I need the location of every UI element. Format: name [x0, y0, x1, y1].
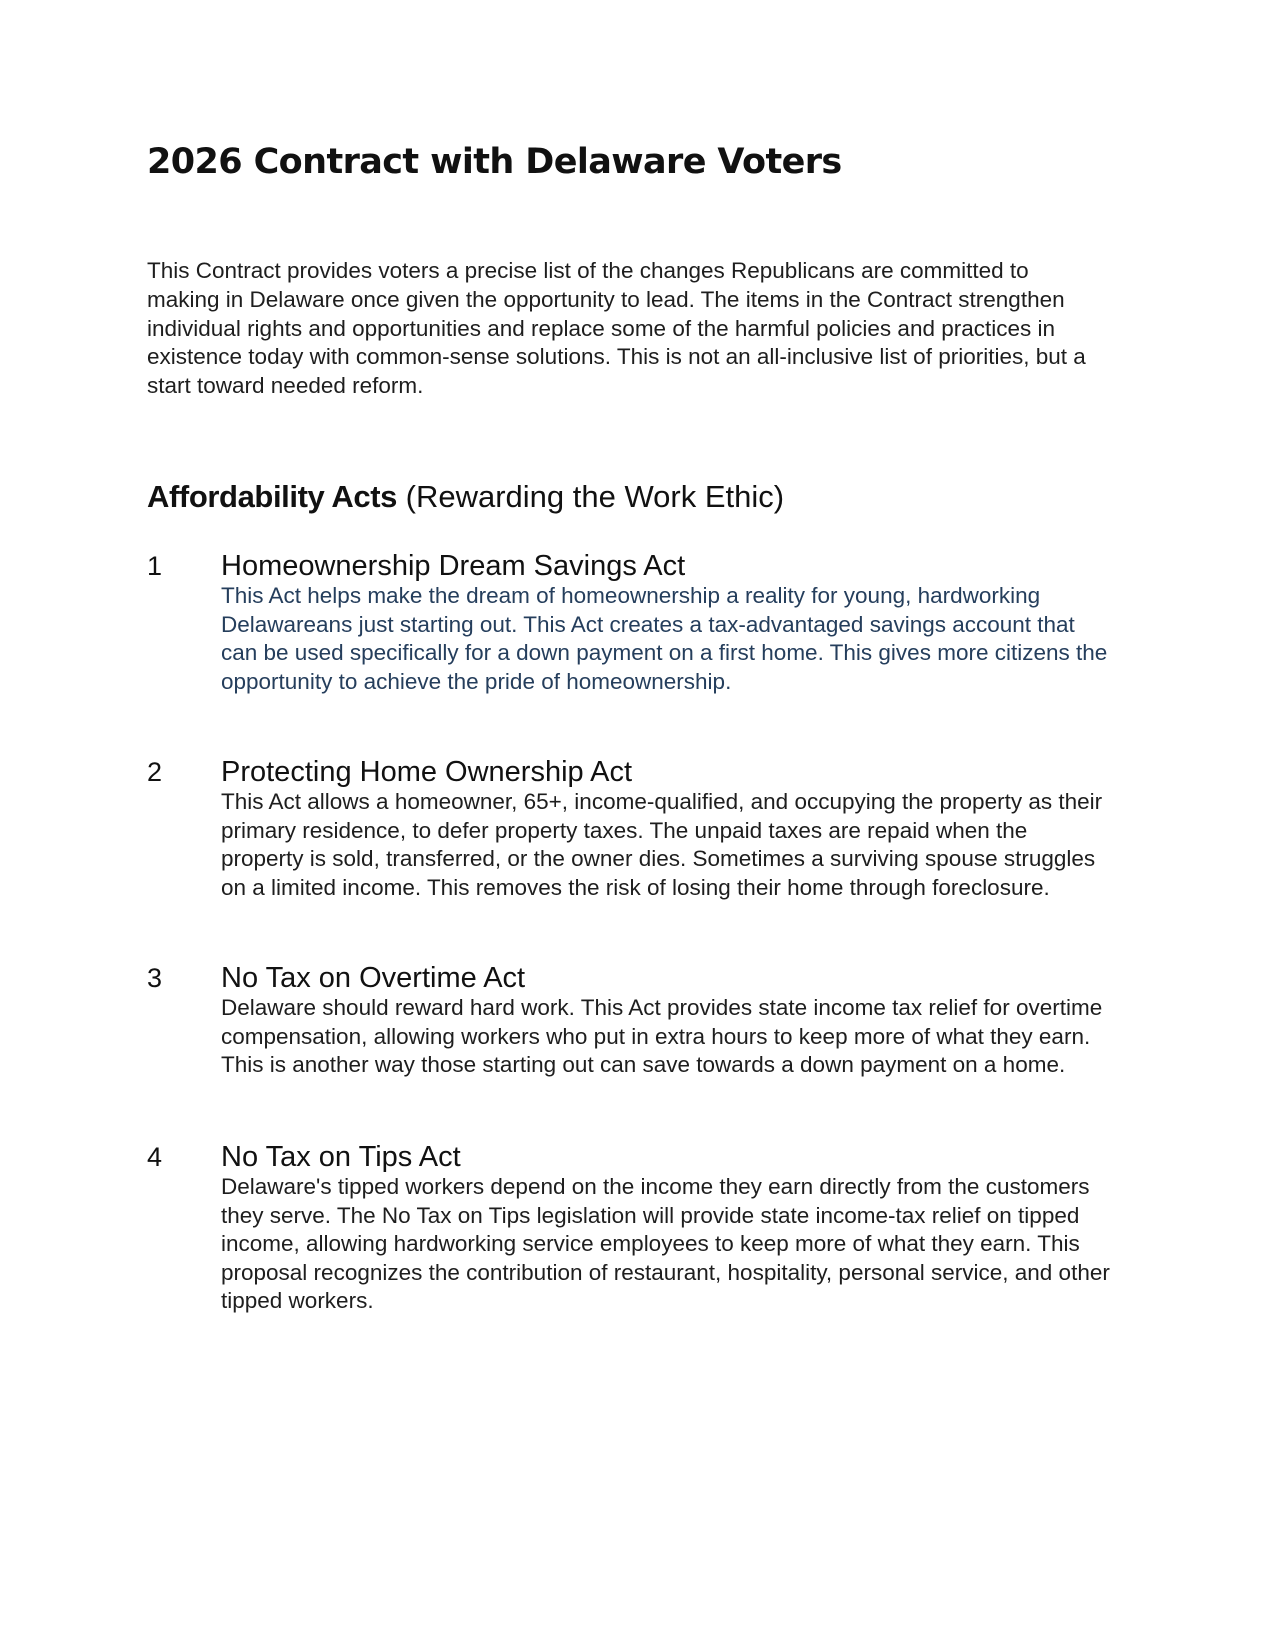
- section-heading-subtitle: (Rewarding the Work Ethic): [397, 479, 785, 514]
- act-title: Protecting Home Ownership Act: [221, 756, 633, 788]
- act-title: Homeownership Dream Savings Act: [221, 550, 686, 582]
- act-description: This Act allows a homeowner, 65+, income-qualified, and occupying the property as their primary residence, to defer property taxes. The unpaid taxes are repaid when the property is sold, transferred, or the owner dies. Sometimes a surviving spouse struggles on a limited income. This removes the risk of losing their home through foreclosure.: [221, 789, 1103, 900]
- act-description: This Act helps make the dream of homeownership a reality for young, hardworking Delawareans just starting out. This Act creates a tax-advantaged savings account that can be used specifically for a down payment on a first home. This gives more citizens the opportunity to achieve the pride of homeownership.: [221, 583, 1108, 694]
- document-title: 2026 Contract with Delaware Voters: [147, 142, 842, 182]
- act-number: 2: [147, 757, 163, 787]
- act-title: No Tax on Overtime Act: [221, 962, 526, 994]
- section-heading: [147, 478, 784, 516]
- section-heading-bold: Affordability Acts: [147, 479, 398, 514]
- act-description: Delaware should reward hard work. This Act provides state income tax relief for overtime compensation, allowing workers who put in extra hours to keep more of what they earn. This is another way those starting out can save towards a down payment on a home.: [221, 995, 1103, 1078]
- act-number: 4: [147, 1142, 163, 1172]
- act-number: 1: [147, 551, 163, 581]
- act-title: No Tax on Tips Act: [221, 1141, 461, 1173]
- act-number: 3: [147, 963, 163, 993]
- act-description: Delaware's tipped workers depend on the income they earn directly from the customers they serve. The No Tax on Tips legislation will provide state income-tax relief on tipped income, allowing hardworking service employees to keep more of what they earn. This proposal recognizes the contribution of restaurant, hospitality, personal service, and other tipped workers.: [221, 1174, 1110, 1314]
- intro-paragraph: This Contract provides voters a precise list of the changes Republicans are committed to making in Delaware once given the opportunity to lead. The items in the Contract strengthen individual rights and opportunities and replace some of the harmful policies and practices in existence today with common-sense solutions. This is not an all-inclusive list of priorities, but a start toward needed reform.: [147, 258, 1086, 399]
